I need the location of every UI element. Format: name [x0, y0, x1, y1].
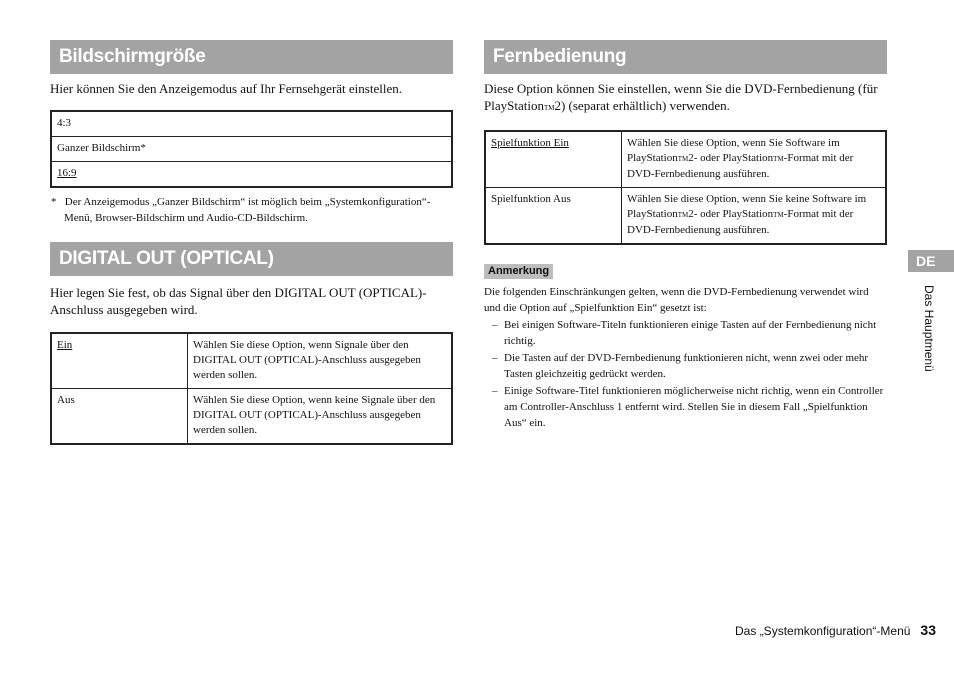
dash-mark: –	[492, 319, 498, 331]
desc-part: -Format mit der DVD-Fernbedienung ausführen.	[627, 152, 854, 180]
section-intro: Hier können Sie den Anzeigemodus auf Ihr Fernsehgerät einstellen.	[50, 81, 402, 96]
intro-part: Diese Option können Sie einstellen, wenn Sie die DVD-Fernbedienung (für PlayStation	[484, 81, 878, 113]
page-footer	[735, 622, 936, 638]
option-cell: 4:3	[51, 111, 452, 137]
options-table-fernbedienung	[484, 130, 887, 245]
right-column	[484, 40, 887, 431]
note-item-text: Die Tasten auf der DVD-Fernbedienung funktionieren nicht, wenn zwei oder mehr Tasten gleichzeitig gedrückt werden.	[504, 352, 869, 380]
section-intro: Hier legen Sie fest, ob das Signal über den DIGITAL OUT (OPTICAL)-Anschluss ausgegeben wird.	[50, 285, 427, 317]
option-cell: Ganzer Bildschirm*	[51, 137, 452, 162]
table-row	[485, 188, 886, 245]
desc-part: -Format mit der DVD-Fernbedienung ausführen.	[627, 208, 854, 236]
section-title-digital-out: DIGITAL OUT (OPTICAL)	[50, 242, 453, 276]
note-item	[484, 317, 887, 349]
footer-title: Das „Systemkonfiguration“-Menü	[735, 624, 911, 638]
section-title-fernbedienung: Fernbedienung	[484, 40, 887, 74]
language-tab: DE	[908, 250, 954, 272]
option-desc: Wählen Sie diese Option, wenn keine Signale über den DIGITAL OUT (OPTICAL)-Anschluss ausgegeben werden sollen.	[188, 389, 453, 445]
footnote	[50, 194, 453, 226]
desc-part: 2- oder PlayStation	[688, 208, 774, 220]
desc-part: 2- oder PlayStation	[688, 152, 774, 164]
note-item-text: Einige Software-Titel funktionieren möglicherweise nicht richtig, wenn ein Controller am Controller-Anschluss 1 entfernt wird. Stellen Sie in diesem Fall „Spielfunktion Aus“ ein.	[504, 385, 884, 429]
note-text: Die folgenden Einschränkungen gelten, wenn die DVD-Fernbedienung verwendet wird und die Option auf „Spielfunktion Ein“ gesetzt ist:	[484, 286, 869, 314]
option-name: Aus	[51, 389, 188, 445]
section-intro	[484, 80, 887, 117]
option-cell-default: 16:9	[51, 162, 452, 188]
note-label: Anmerkung	[484, 264, 553, 279]
note-block	[484, 261, 887, 431]
footnote-mark: *	[51, 196, 57, 208]
option-desc	[622, 188, 887, 245]
table-row	[51, 333, 452, 389]
desc-part: Wählen Sie diese Option, wenn Sie keine Software im PlayStation	[627, 193, 867, 220]
option-desc	[622, 131, 887, 188]
left-column	[50, 40, 453, 445]
trademark: TM	[773, 211, 784, 219]
note-item-text: Bei einigen Software-Titeln funktionieren einige Tasten auf der Fernbedienung nicht richtig.	[504, 319, 877, 347]
page-number: 33	[920, 622, 936, 638]
option-name: Spielfunktion Aus	[485, 188, 622, 245]
table-row	[51, 111, 452, 137]
trademark: TM	[543, 104, 555, 112]
trademark: TM	[677, 155, 689, 163]
section-title-bildschirmgroesse: Bildschirmgröße	[50, 40, 453, 74]
desc-part: Wählen Sie diese Option, wenn Sie Software im PlayStation	[627, 137, 840, 164]
dash-mark: –	[492, 385, 498, 397]
options-table-digital-out	[50, 332, 453, 445]
table-row	[51, 162, 452, 188]
table-row	[485, 131, 886, 188]
note-item	[484, 350, 887, 382]
table-row	[51, 389, 452, 445]
note-item	[484, 383, 887, 431]
trademark: TM	[773, 155, 784, 163]
option-name-default: Spielfunktion Ein	[485, 131, 622, 188]
chapter-label: Das Hauptmenü	[922, 285, 936, 372]
dash-mark: –	[492, 352, 498, 364]
trademark: TM	[677, 211, 689, 219]
option-desc: Wählen Sie diese Option, wenn Signale über den DIGITAL OUT (OPTICAL)-Anschluss ausgegeben werden sollen.	[188, 333, 453, 389]
table-row	[51, 137, 452, 162]
options-table-bildschirmgroesse	[50, 110, 453, 188]
intro-part: 2) (separat erhältlich) verwenden.	[554, 98, 730, 113]
footnote-text: Der Anzeigemodus „Ganzer Bildschirm“ ist möglich beim „Systemkonfiguration“-Menü, Browser-Bildschirm und Audio-CD-Bildschirm.	[64, 196, 431, 224]
option-name-default: Ein	[51, 333, 188, 389]
